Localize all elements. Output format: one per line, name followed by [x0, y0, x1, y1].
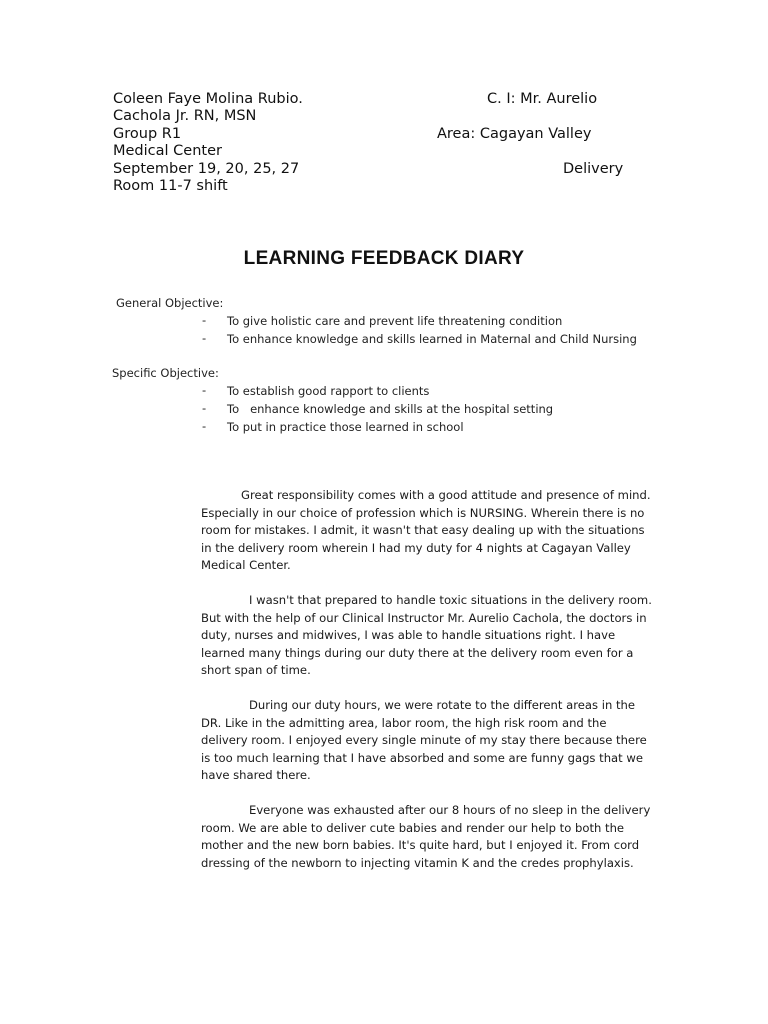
diary-paragraph: [201, 487, 656, 575]
general-objective-item: To enhance knowledge and skills learned in Maternal and Child Nursing: [227, 332, 637, 346]
bullet-dash: -: [202, 331, 207, 345]
diary-paragraph: [201, 592, 656, 680]
diary-paragraph: [201, 802, 656, 872]
general-objective-item: To give holistic care and prevent life threatening condition: [227, 314, 563, 328]
specific-objective-heading: Specific Objective:: [112, 366, 219, 380]
diary-paragraph-text: Great responsibility comes with a good attitude and presence of mind. Especially in our choice of profession which is NURSING. Wherein there is no room for mistakes. I admit, it wasn't that easy dealing up with the situations in the delivery room wherein I had my duty for 4 nights at Cagayan Valley Medical Center.: [201, 488, 651, 572]
diary-paragraph-text: Everyone was exhausted after our 8 hours of no sleep in the delivery room. We are able to deliver cute babies and render our help to both the mother and the new born babies. It's quite hard, but I enjoyed it. From cord dressing of the newborn to injecting vitamin K and the credes prophylaxis.: [201, 803, 651, 870]
diary-paragraph-text: I wasn't that prepared to handle toxic situations in the delivery room. But with the help of our Clinical Instructor Mr. Aurelio Cachola, the doctors in duty, nurses and midwives, I was able to handle situations right. I have learned many things during our duty there at the delivery room even for a short span of time.: [201, 593, 652, 677]
bullet-dash: -: [202, 419, 207, 433]
diary-paragraph: [201, 697, 656, 785]
page-title: [0, 248, 768, 270]
area-label: Area: Cagayan Valley: [437, 126, 592, 142]
duty-dates: September 19, 20, 25, 27: [113, 161, 300, 177]
group-label: Group R1: [113, 126, 182, 142]
specific-objective-item: To enhance knowledge and skills at the hospital setting: [227, 402, 554, 416]
area-continued: Medical Center: [113, 143, 222, 159]
room-shift: Room 11-7 shift: [113, 178, 228, 194]
unit-label: Delivery: [563, 161, 624, 177]
clinical-instructor: C. I: Mr. Aurelio: [487, 91, 598, 107]
bullet-dash: -: [202, 383, 207, 397]
general-objective-heading: General Objective:: [116, 296, 224, 310]
bullet-dash: -: [202, 401, 207, 415]
instructor-credentials: Cachola Jr. RN, MSN: [113, 108, 257, 124]
specific-objective-item: To put in practice those learned in school: [227, 420, 464, 434]
page-title-text: LEARNING FEEDBACK DIARY: [243, 248, 525, 269]
specific-objective-item: To establish good rapport to clients: [227, 384, 430, 398]
student-name: Coleen Faye Molina Rubio.: [113, 91, 303, 107]
diary-paragraph-text: During our duty hours, we were rotate to the different areas in the DR. Like in the admitting area, labor room, the high risk room and the delivery room. I enjoyed every single minute of my stay there because there is too much learning that I have absorbed and some are funny gags that we have shared there.: [201, 698, 647, 782]
bullet-dash: -: [202, 313, 207, 327]
